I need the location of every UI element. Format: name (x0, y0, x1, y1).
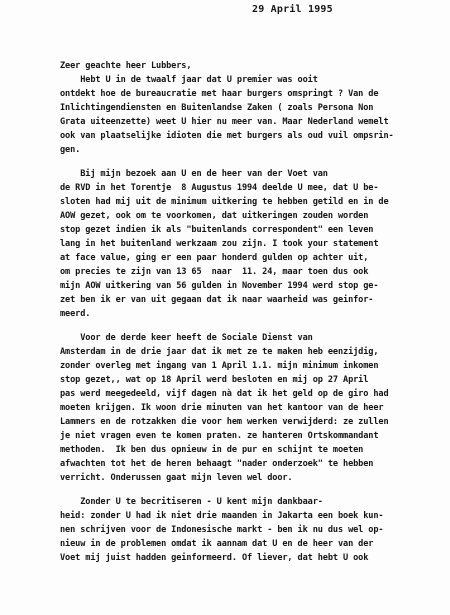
paragraph-2-line: zet ben ik er van uit gegaan dat ik naar waarheid was geinfor- (60, 295, 374, 305)
paragraph-3-line: methoden. Ik ben dus opnieuw in de pur en schijnt te moeten (60, 445, 364, 455)
paragraph-3-line: zonder overleg met ingang van 1 April 1.1. mijn minimum inkomen (60, 361, 379, 371)
paragraph-4-line: nen schrijven voor de Indonesische markt - ben ik nu dus wel op- (60, 525, 384, 535)
paragraph-2-line: meerd. (60, 309, 91, 319)
paragraph-3-line: verricht. Onderussen gaat mijn leven wel door. (60, 473, 293, 483)
letter-date: 29 April 1995 (252, 4, 333, 15)
salutation: Zeer geachte heer Lubbers, (60, 61, 192, 71)
paragraph-2-line: at face value, ging er een paar honderd gulden op achter uit, (60, 253, 369, 263)
paragraph-4-line: Voet mij juist hadden geinformeerd. Of liever, dat hebt U ook (60, 553, 369, 563)
paragraph-1-line: ook van plaatselijke idioten die met burgers als oud vuil ompsrin- (60, 131, 394, 141)
paragraph-3-line: Amsterdam in de drie jaar dat ik met ze te maken heb eenzijdig, (60, 347, 379, 357)
paragraph-1-line: Hebt U in de twaalf jaar dat U premier was ooit (60, 75, 318, 85)
paragraph-3-line: pas werd meegedeeld, vijf dagen nà dat ik het geld op de giro had (60, 389, 389, 399)
paragraph-2-line: de RVD in het Torentje 8 Augustus 1994 deelde U mee, dat U be- (60, 183, 379, 193)
paragraph-4-line: heid: zonder U had ik niet drie maanden in Jakarta een boek kun- (60, 511, 384, 521)
paragraph-1-line: Inlichtingendiensten en Buitenlandse Zaken ( zoals Persona Non (60, 103, 374, 113)
paragraph-1-line: gen. (60, 145, 81, 155)
paragraph-1-line: ontdekt hoe de bureaucratie met haar burgers omspringt ? Van de (60, 89, 379, 99)
paragraph-2-line: mijn AOW uitkering van 56 gulden in November 1994 werd stop ge- (60, 281, 379, 291)
paragraph-2-line: Bij mijn bezoek aan U en de heer van der Voet van (60, 169, 328, 179)
paragraph-3-line: je niet vragen even te komen praten. ze hanteren Ortskommandant (60, 431, 379, 441)
paragraph-2-line: om precies te zijn van 13 65 naar 11. 24, maar toen dus ook (60, 267, 369, 277)
paragraph-1-line: Grata uiteenzette) weet U hier nu meer van. Maar Nederland wemelt (60, 117, 389, 127)
paragraph-3-line: afwachten tot het de heren behaagt "nader onderzoek" te hebben (60, 459, 374, 469)
paragraph-2-line: AOW gezet, ook om te voorkomen, dat uitkeringen zouden worden (60, 211, 369, 221)
paragraph-2-line: lang in het buitenland werkzaam zou zijn. I took your statement (60, 239, 379, 249)
paragraph-3-line: Voor de derde keer heeft de Sociale Dienst van (60, 333, 313, 343)
paragraph-2-line: sloten had mij uit de minimum uitkering te hebben getild en in de (60, 197, 389, 207)
paragraph-3-line: moeten krijgen. Ik woon drie minuten van het kantoor van de heer (60, 403, 384, 413)
paragraph-4-line: nieuw in de problemen omdat ik aannam dat U en de heer van der (60, 539, 374, 549)
paragraph-4-line: Zonder U te becritiseren - U kent mijn dankbaar- (60, 497, 323, 507)
paragraph-3-line: Lammers en de rotzakken die voor hem werken verwijderd: ze zullen (60, 417, 389, 427)
paragraph-2-line: stop gezet indien ik als "buitenlands correspondent" een leven (60, 225, 374, 235)
paragraph-3-line: stop gezet,, wat op 18 April werd besloten en mij op 27 April (60, 375, 369, 385)
